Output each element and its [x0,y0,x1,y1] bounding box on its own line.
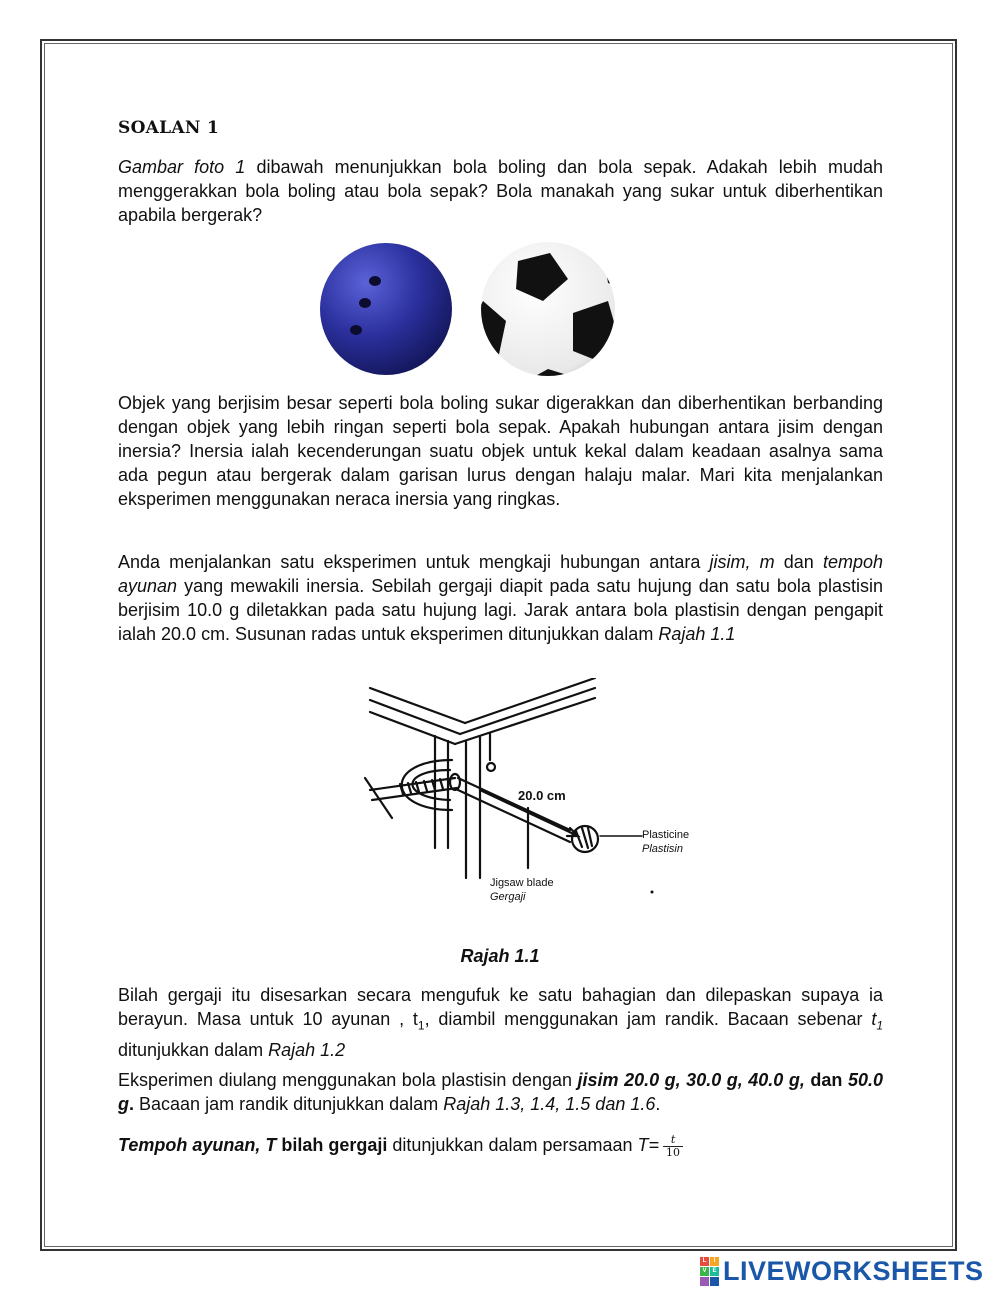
intro-paragraph [118,155,883,227]
inertia-paragraph: Objek yang berjisim besar seperti bola boling sukar digerakkan dan diberhentikan berbanding dengan objek yang lebih ringan seperti bola sepak. Apakah hubungan antara jisim dengan inersia? Inersia ialah kecenderungan suatu objek untuk kekal dalam keadaan asalnya sama ada pegun atau bergerak dalam garisan lurus dengan halaju malar. Mari kita menjalankan eksperimen menggunakan neraca inersia yang ringkas. [118,393,883,509]
plasticine-label-en: Plasticine [642,829,690,841]
question-heading: SOALAN 1 [118,118,220,138]
formula-lhs: T= [637,1135,660,1155]
photo-reference: Gambar foto 1 [118,157,246,177]
figure-caption: Rajah 1.1 [460,946,540,966]
figure-reference-1-2: Rajah 1.2 [268,1039,346,1060]
balls-photo [318,241,618,381]
apparatus-diagram [330,678,710,913]
distance-label: 20.0 cm [518,788,566,803]
logo-icon: L I V E [700,1257,719,1286]
intro-text: dibawah menunjukkan bola boling dan bola sepak. Adakah lebih mudah menggerakkan bola boling atau bola sepak? Bola manakah yang sukar untuk diberhentikan apabila bergerak? [118,157,883,225]
blade-label-en: Jigsaw blade [490,877,554,889]
plasticine-ball [572,826,598,852]
formula-fraction: $\frac{t}{10}$ [663,1134,683,1159]
soccer-ball [468,242,618,381]
plasticine-label-ms: Plastisin [642,843,683,855]
liveworksheets-logo[interactable] [700,1256,984,1286]
clamp-drawing [365,760,495,818]
formula-paragraph: Tempoh ayunan, T bilah gergaji ditunjukkan dalam persamaan T= $\frac{t}{10}$ [118,1133,883,1159]
procedure-paragraph: Bilah gergaji itu disesarkan secara mengufuk ke satu bahagian dan dilepaskan supaya ia berayun. Masa untuk 10 ayunan , $t_1$, diambil menggunakan jam randik. Bacaan sebenar $t_1$ ditunjukkan dalam Rajah 1.2 [118,985,884,1060]
experiment-paragraph: Anda menjalankan satu eksperimen untuk mengkaji hubungan antara jisim, m dan tempoh ayunan yang mewakili inersia. Sebilah gergaji diapit pada satu hujung dan satu bola plastisin berjisim 10.0 g diletakkan pada satu hujung lagi. Jarak antara bola plastisin dengan pengapit ialah 20.0 cm. Susunan radas untuk eksperimen ditunjukkan dalam Rajah 1.1 [118,552,883,644]
period-term: tempoh ayunan [118,552,883,596]
figure-reference: Rajah 1.1 [658,624,736,644]
logo-text: LIVEWORKSHEETS [723,1255,984,1286]
bowling-ball [320,243,452,375]
blade-label-ms: Gergaji [490,891,526,903]
mass-term: jisim, m [709,552,775,572]
repeat-paragraph: Eksperimen diulang menggunakan bola plastisin dengan jisim 20.0 g, 30.0 g, 40.0 g, dan 50.0 g. Bacaan jam randik ditunjukkan dalam Rajah 1.3, 1.4, 1.5 dan 1.6. [118,1070,883,1114]
